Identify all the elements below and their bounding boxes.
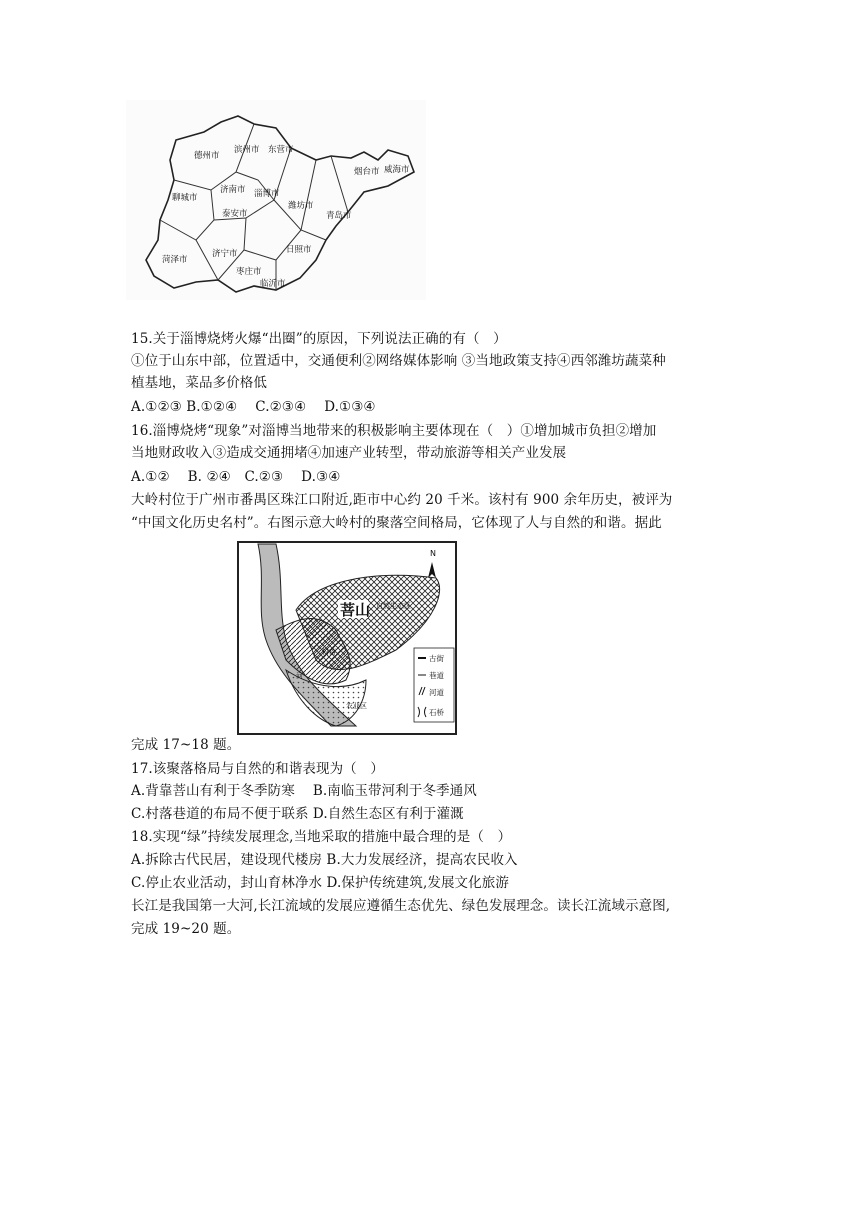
map-label: 聊城市 (172, 193, 198, 203)
map-label: 德州市 (194, 151, 220, 161)
intro-17-text: 大岭村位于广州市番禺区珠江口附近,距市中心约 20 千米。该村有 900 余年历史，被评为 (131, 492, 673, 508)
q15-stem: 15.关于淄博烧烤火爆“出圈”的原因，下列说法正确的有（ ） (131, 331, 507, 347)
intro-19-text: 长江是我国第一大河,长江流域的发展应遵循生态优先、绿色发展理念。读长江流域示意图, (131, 898, 671, 914)
village-layout-map (236, 540, 458, 736)
q18-options: C.停止农业活动，封山育林净水 D.保护传统建筑,发展文化旅游 (131, 875, 509, 891)
map-label: 济宁市 (212, 249, 238, 259)
q16-stem: 16.淄博烧烤“现象”对淄博当地带来的积极影响主要体现在（ ）①增加城市负担②增加 (131, 423, 657, 439)
map-label: 威海市 (384, 165, 410, 175)
q15-options: A.①②③ B.①②④ C.②③④ D.①③④ (131, 399, 376, 415)
eco-zone-label: 自然生态区 (376, 602, 411, 610)
map-label: 青岛市 (326, 211, 352, 221)
legend-item: 河道 (429, 688, 444, 697)
map-label: 泰安市 (222, 209, 248, 219)
village-label: 村落 (322, 648, 336, 656)
intro-17-text: 完成 17~18 题。 (131, 737, 241, 753)
intro-17-text: “中国文化历史名村”。右图示意大岭村的聚落空间格局，它体现了人与自然的和谐。据此 (131, 515, 662, 531)
q15-text: 植基地，菜品多价格低 (131, 375, 267, 391)
legend (414, 648, 454, 722)
map-label: 菏泽市 (162, 255, 188, 265)
legend-item: 古街 (429, 654, 444, 663)
shandong-map-figure (126, 100, 426, 300)
q16-text: 当地财政收入③造成交通拥堵④加速产业转型，带动旅游等相关产业发展 (131, 445, 567, 461)
map-label: 济南市 (220, 185, 246, 195)
svg-text:N: N (430, 549, 436, 558)
farm-label: 农业区 (346, 702, 367, 710)
q18-stem: 18.实现“绿”持续发展理念,当地采取的措施中最合理的是（ ） (131, 829, 512, 845)
map-label: 日照市 (286, 245, 312, 255)
q15-text: ①位于山东中部，位置适中，交通便利②网络媒体影响 ③当地政策支持④西邻潍坊蔬菜种 (131, 353, 666, 369)
legend-item: 石桥 (429, 708, 444, 717)
map-label: 枣庄市 (236, 267, 262, 277)
q16-options: A.①② B. ②④ C.②③ D.③④ (131, 469, 341, 485)
legend-item: 巷道 (429, 671, 444, 680)
river-label: 河 (296, 672, 303, 680)
q18-options: A.拆除古代民居，建设现代楼房 B.大力发展经济，提高农民收入 (131, 852, 518, 868)
intro-19-text: 完成 19~20 题。 (131, 921, 241, 937)
map-label: 临沂市 (260, 279, 286, 289)
map-label: 烟台市 (354, 167, 380, 177)
q17-stem: 17.该聚落格局与自然的和谐表现为（ ） (131, 761, 384, 777)
map-label: 淄博市 (254, 189, 280, 199)
mountain-label: 菩山 (340, 601, 371, 619)
q17-options: C.村落巷道的布局不便于联系 D.自然生态区有利于灌溉 (131, 806, 464, 822)
map-label: 东营市 (268, 145, 294, 155)
map-label: 滨州市 (234, 145, 260, 155)
q17-options: A.背靠菩山有利于冬季防寒 B.南临玉带河利于冬季通风 (131, 783, 477, 799)
map-label: 潍坊市 (288, 201, 314, 211)
